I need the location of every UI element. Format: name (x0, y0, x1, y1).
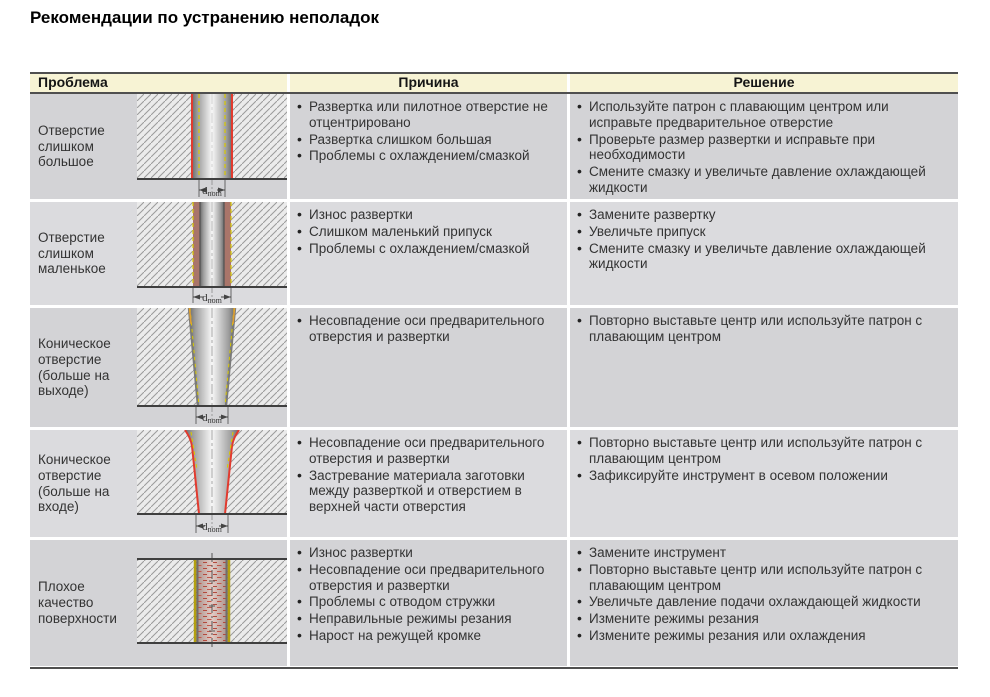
dnom-label: dnom (202, 292, 222, 305)
solution-list (576, 545, 950, 644)
cause-list (296, 545, 559, 644)
cause-cell (290, 308, 567, 427)
solution-list (576, 207, 950, 272)
bullet-item: • Замените инструмент (576, 545, 950, 561)
header-cell-cause: Причина (290, 74, 567, 92)
problem-label: Плохое качество поверхности (38, 579, 117, 626)
problem-cell (30, 540, 287, 666)
troubleshooting-table (30, 72, 958, 669)
bullet-item: • Несовпадение оси предварительного отверстия и развертки (296, 313, 559, 345)
problem-cell (30, 94, 287, 199)
bullet-item: • Смените смазку и увеличьте давление охлаждающей жидкости (576, 164, 950, 196)
bullet-item: • Развертка или пилотное отверстие не отцентрировано (296, 99, 559, 131)
bullet-item: • Проблемы с охлаждением/смазкой (296, 148, 559, 164)
bullet-item: • Нарост на режущей кромке (296, 628, 559, 644)
problem-cell (30, 202, 287, 305)
bullet-item: • Увеличьте давление подачи охлаждающей жидкости (576, 594, 950, 610)
bullet-item: • Увеличьте припуск (576, 224, 950, 240)
undersized-hole-illustration (137, 202, 287, 305)
table-row (30, 94, 958, 199)
bullet-item: • Износ развертки (296, 207, 559, 223)
bullet-item: • Несовпадение оси предварительного отверстия и развертки (296, 562, 559, 594)
bullet-item: • Износ развертки (296, 545, 559, 561)
problem-label: Отверстие слишком маленькое (38, 229, 106, 277)
table-row (30, 308, 958, 427)
cause-list (296, 313, 559, 345)
problem-label: Отверстие слишком большое (38, 122, 105, 170)
bullet-item: • Смените смазку и увеличьте давление охлаждающей жидкости (576, 241, 950, 273)
header-cell-problem: Проблема (30, 74, 287, 92)
cause-list (296, 99, 559, 164)
diagram-oversized-hole (137, 94, 287, 199)
cause-list (296, 435, 559, 515)
table-header-row (30, 72, 958, 94)
bullet-item: • Повторно выставьте центр или используйте патрон с плавающим центром (576, 435, 950, 467)
diagram-tapered-hole-entry (137, 430, 287, 537)
table-bottom-border (30, 667, 958, 669)
bullet-item: • Измените режимы резания или охлаждения (576, 628, 950, 644)
cause-cell (290, 540, 567, 666)
tapered-hole-exit-illustration (137, 308, 287, 427)
bullet-item: • Несовпадение оси предварительного отверстия и развертки (296, 435, 559, 467)
solution-list (576, 435, 950, 483)
solution-list (576, 99, 950, 196)
diagram-tapered-hole-exit (137, 308, 287, 427)
solution-cell (570, 202, 958, 305)
table-row (30, 540, 958, 666)
bullet-item: • Застревание материала заготовки между разверткой и отверстием в верхней части отверстия (296, 468, 559, 515)
problem-label: Коническое отверстие (больше на входе) (38, 451, 111, 515)
bullet-item: • Развертка слишком большая (296, 132, 559, 148)
diagram-poor-surface-finish (137, 540, 287, 666)
bullet-item: • Используйте патрон с плавающим центром или исправьте предварительное отверстие (576, 99, 950, 131)
oversized-hole-illustration (137, 94, 287, 199)
cause-cell (290, 94, 567, 199)
solution-cell (570, 308, 958, 427)
table-row (30, 430, 958, 537)
bullet-item: • Проблемы с охлаждением/смазкой (296, 241, 559, 257)
page-title: Рекомендации по устранению неполадок (30, 8, 380, 27)
bullet-item: • Повторно выставьте центр или используйте патрон с плавающим центром (576, 313, 950, 345)
bullet-item: • Повторно выставьте центр или используйте патрон с плавающим центром (576, 562, 950, 594)
solution-list (576, 313, 950, 345)
solution-cell (570, 94, 958, 199)
problem-label: Коническое отверстие (больше на выходе) (38, 335, 111, 399)
cause-cell (290, 430, 567, 537)
bullet-item: • Измените режимы резания (576, 611, 950, 627)
tapered-hole-entry-illustration (137, 430, 287, 537)
dnom-label: dnom (202, 521, 222, 534)
bullet-item: • Проблемы с отводом стружки (296, 594, 559, 610)
problem-cell (30, 308, 287, 427)
cause-list (296, 207, 559, 256)
bullet-item: • Проверьте размер развертки и исправьте при необходимости (576, 132, 950, 164)
header-cell-solution: Решение (570, 74, 958, 92)
dnom-label: dnom (202, 185, 222, 198)
diagram-undersized-hole (137, 202, 287, 305)
bullet-item: • Неправильные режимы резания (296, 611, 559, 627)
dnom-label: dnom (202, 412, 222, 425)
problem-cell (30, 430, 287, 537)
bullet-item: • Зафиксируйте инструмент в осевом положении (576, 468, 950, 484)
bullet-item: • Слишком маленький припуск (296, 224, 559, 240)
bullet-item: • Замените развертку (576, 207, 950, 223)
cause-cell (290, 202, 567, 305)
table-row (30, 202, 958, 305)
solution-cell (570, 430, 958, 537)
solution-cell (570, 540, 958, 666)
poor-surface-finish-illustration (137, 540, 287, 666)
